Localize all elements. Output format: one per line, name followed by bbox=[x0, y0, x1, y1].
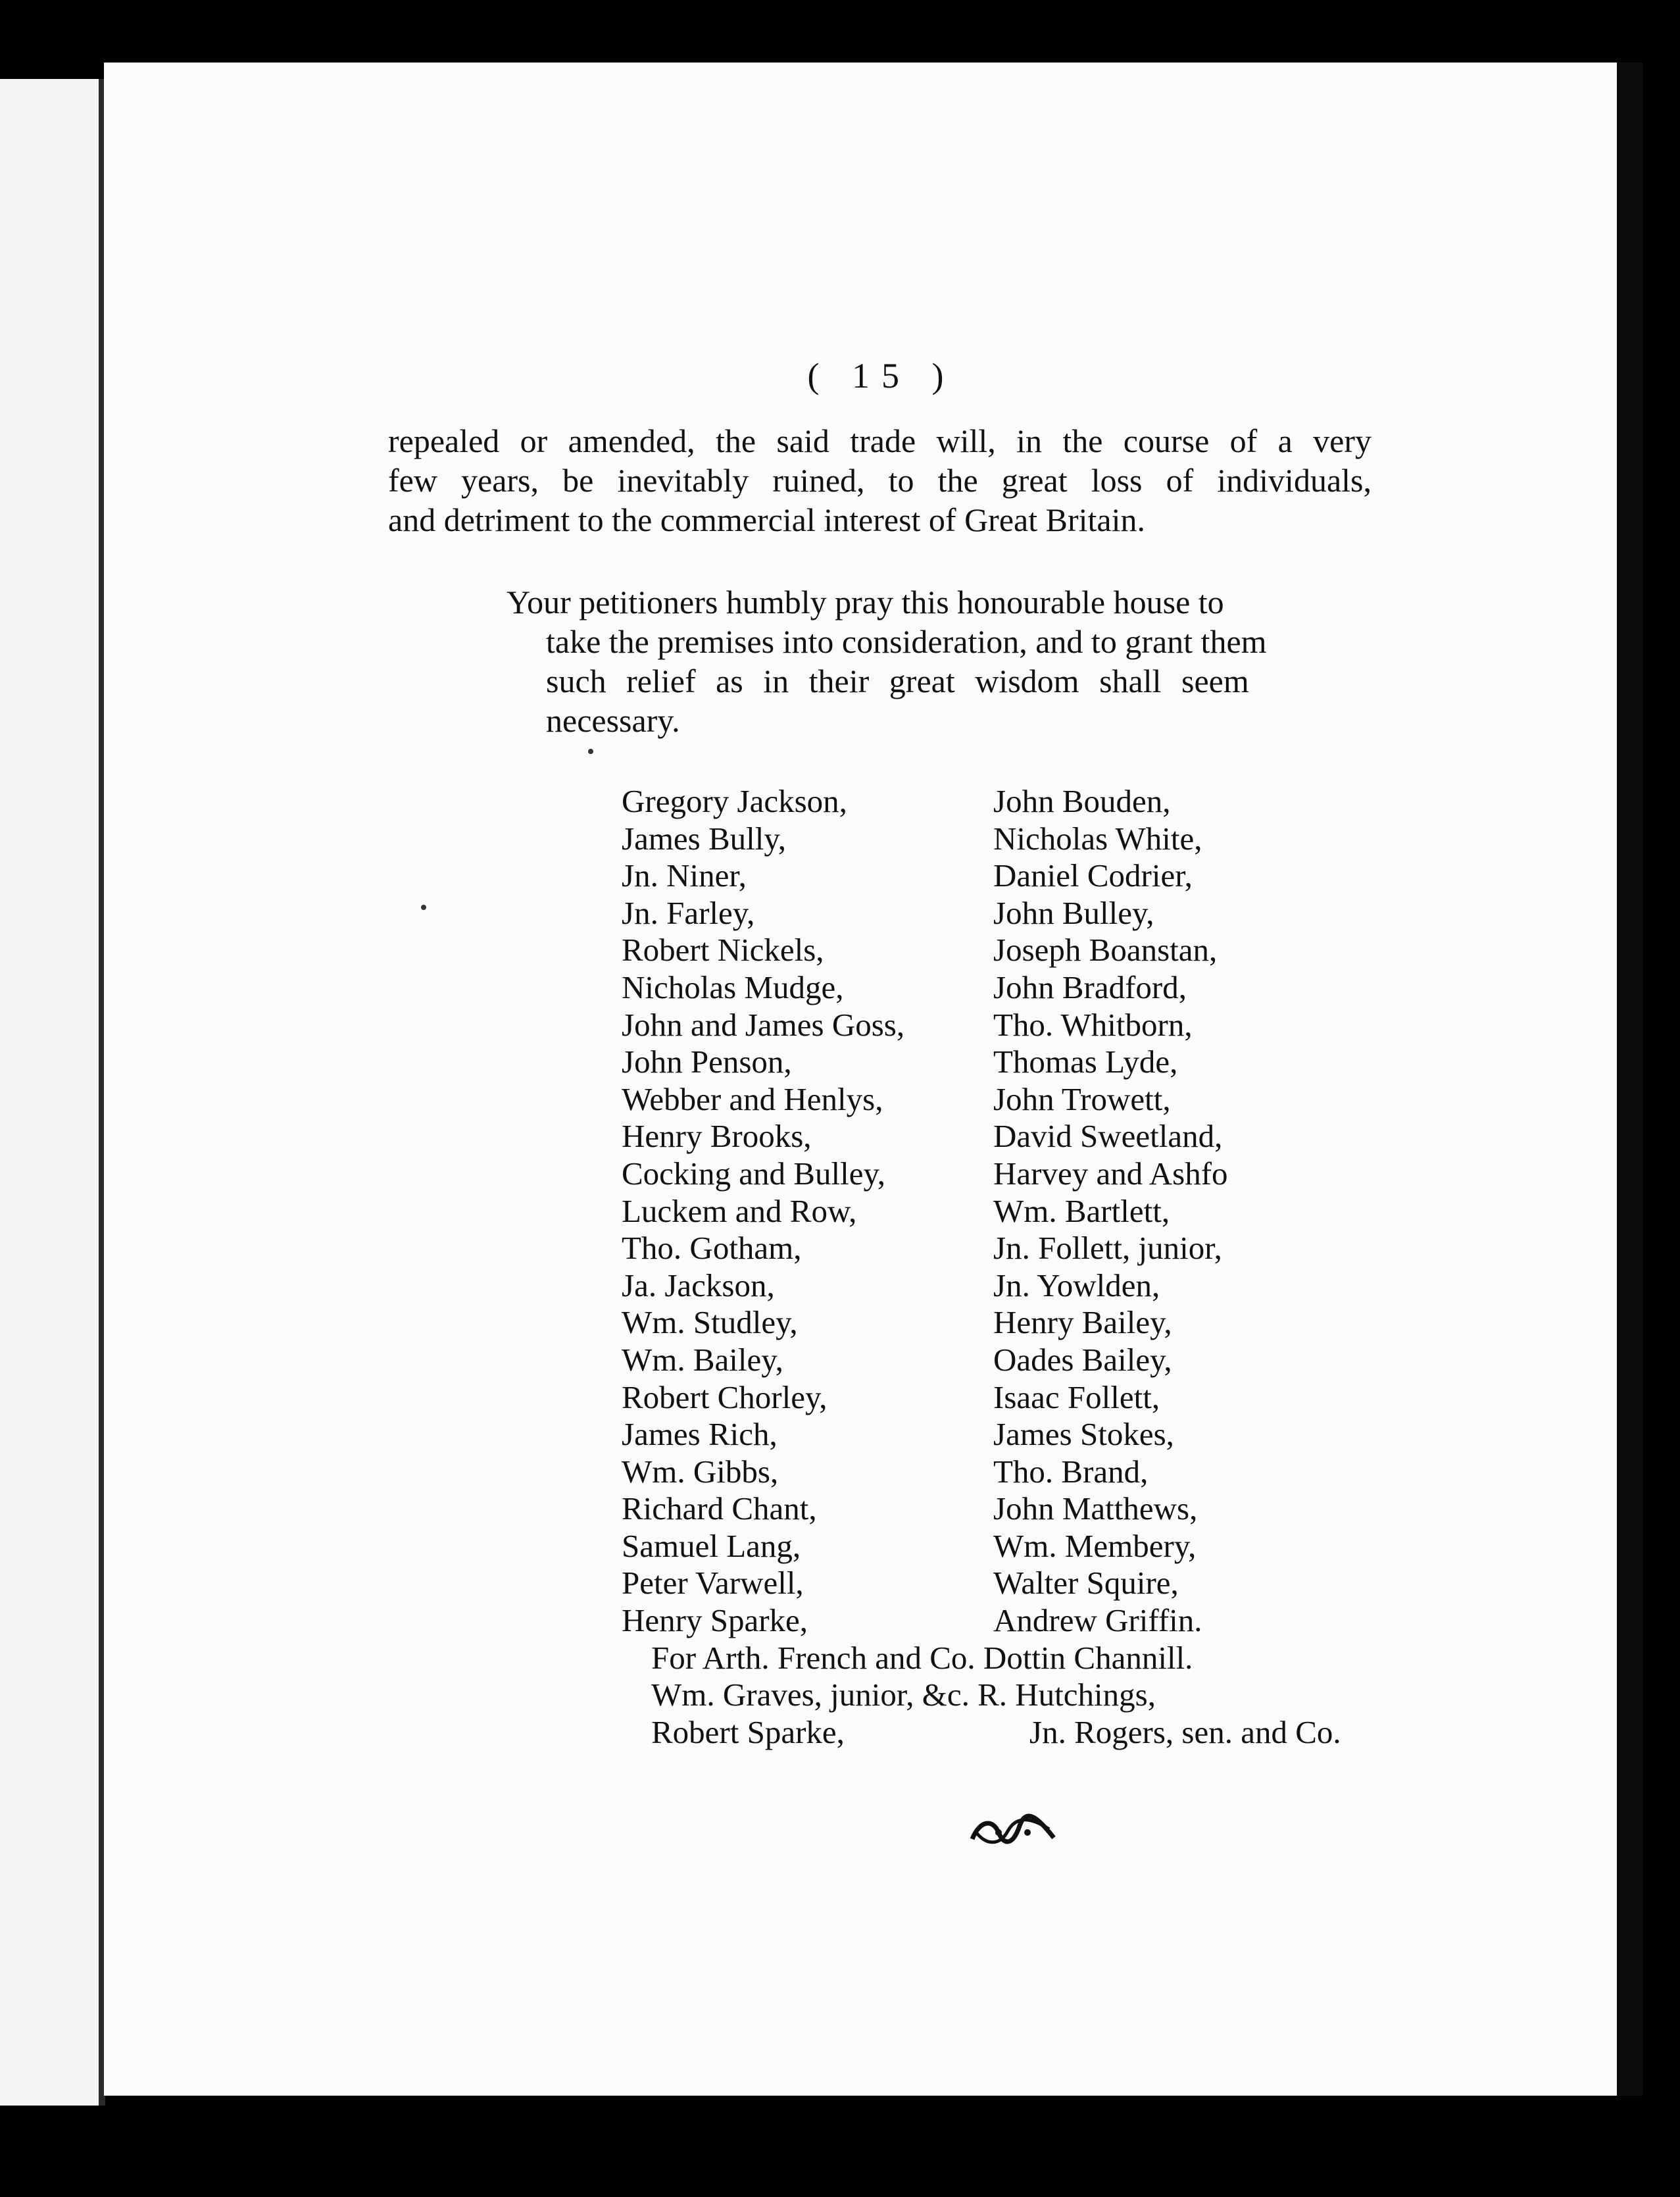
signatory-name: Wm. Membery, bbox=[993, 1527, 1197, 1564]
signatory-row bbox=[622, 1155, 1411, 1193]
signatory-name: John Matthews, bbox=[993, 1490, 1198, 1527]
signatory-name: John and James Goss, bbox=[622, 1006, 905, 1043]
signatory-name: Wm. Bartlett, bbox=[993, 1192, 1170, 1229]
signatory-row bbox=[622, 1453, 1411, 1491]
signatory-name: Luckem and Row, bbox=[622, 1192, 857, 1229]
signatory-name: James Stokes, bbox=[993, 1416, 1174, 1453]
signatory-name: Walter Squire, bbox=[993, 1565, 1179, 1602]
signatory-name: Wm. Studley, bbox=[622, 1304, 798, 1341]
signatory-name: Henry Sparke, bbox=[622, 1602, 808, 1639]
signatory-name: Samuel Lang, bbox=[622, 1527, 801, 1564]
signatory-name: Ja. Jackson, bbox=[622, 1267, 775, 1303]
signatory-name: John Trowett, bbox=[993, 1080, 1171, 1117]
signatory-name: Henry Bailey, bbox=[993, 1304, 1172, 1341]
signatory-name: Jn. Farley, bbox=[622, 894, 755, 931]
signatory-name: Wm. Bailey, bbox=[622, 1341, 783, 1378]
prayer-paragraph bbox=[506, 582, 1371, 740]
signatory-row-wide bbox=[622, 1677, 1411, 1714]
signatory-name: Jn. Niner, bbox=[622, 857, 747, 894]
signatory-name: Harvey and Ashfo bbox=[993, 1155, 1228, 1192]
signatory-row bbox=[622, 1267, 1411, 1305]
signatory-list bbox=[622, 783, 1411, 1751]
signatory-name: Joseph Boanstan, bbox=[993, 932, 1218, 969]
signatory-row bbox=[622, 1193, 1411, 1230]
signatory-row bbox=[622, 1118, 1411, 1155]
signatory-row bbox=[622, 821, 1411, 858]
signatory-name: Nicholas White, bbox=[993, 820, 1202, 857]
facing-page-edge bbox=[0, 79, 101, 2106]
signatory-name: Andrew Griffin. bbox=[993, 1602, 1202, 1639]
signatory-row bbox=[622, 1602, 1411, 1640]
signatory-row bbox=[622, 1714, 1411, 1752]
signatory-row bbox=[622, 783, 1411, 821]
signatory-name: James Bully, bbox=[622, 820, 786, 857]
stray-mark bbox=[588, 749, 593, 754]
signatory-name: Cocking and Bulley, bbox=[622, 1155, 886, 1192]
signatory-row bbox=[622, 1342, 1411, 1379]
signatory-row bbox=[622, 1304, 1411, 1342]
signatory-row bbox=[622, 1416, 1411, 1453]
text-line: such relief as in their great wisdom shall seem bbox=[546, 663, 1249, 699]
stray-mark bbox=[421, 905, 426, 910]
signatory-row bbox=[622, 1230, 1411, 1267]
signatory-name: Oades Bailey, bbox=[993, 1341, 1172, 1378]
signatory-row bbox=[622, 895, 1411, 932]
signatory-name: Thomas Lyde, bbox=[993, 1044, 1178, 1080]
signatory-name: Tho. Gotham, bbox=[622, 1230, 802, 1267]
signatory-name: Gregory Jackson, bbox=[622, 783, 847, 819]
signatory-name: Jn. Follett, junior, bbox=[993, 1230, 1222, 1267]
signatory-name: Webber and Henlys, bbox=[622, 1080, 883, 1117]
signatory-name: John Penson, bbox=[622, 1044, 792, 1080]
page-right-edge bbox=[1617, 63, 1643, 2096]
signatory-row bbox=[622, 1081, 1411, 1119]
signatory-name: Daniel Codrier, bbox=[993, 857, 1193, 894]
signatory-name: John Bulley, bbox=[993, 894, 1154, 931]
signatory-name: James Rich, bbox=[622, 1416, 778, 1453]
signatory-name: Robert Chorley, bbox=[622, 1378, 828, 1415]
signatory-name: Robert Sparke, bbox=[651, 1713, 845, 1750]
signatory-name: Peter Varwell, bbox=[622, 1565, 804, 1602]
signatory-name: John Bouden, bbox=[993, 783, 1171, 819]
closing-paragraph bbox=[388, 421, 1371, 540]
text-line: necessary. bbox=[546, 702, 680, 739]
signatory-name: Wm. Gibbs, bbox=[622, 1453, 779, 1490]
signatory-row bbox=[622, 969, 1411, 1007]
signatory-row bbox=[622, 1007, 1411, 1044]
signatory-row bbox=[622, 1528, 1411, 1565]
signatory-name: Tho. Whitborn, bbox=[993, 1006, 1193, 1043]
signatory-row-wide bbox=[622, 1640, 1411, 1677]
signatory-name: Isaac Follett, bbox=[993, 1378, 1160, 1415]
ornament-icon bbox=[967, 1813, 1059, 1852]
text-line: Your petitioners humbly pray this honourable house to bbox=[506, 584, 1224, 620]
signatory-row bbox=[622, 932, 1411, 969]
signatory-line: Wm. Graves, junior, &c. R. Hutchings, bbox=[651, 1677, 1156, 1713]
signatory-name: Jn. Yowlden, bbox=[993, 1267, 1160, 1303]
signatory-row bbox=[622, 1565, 1411, 1602]
signatory-name: Nicholas Mudge, bbox=[622, 969, 844, 1005]
signatory-name: Jn. Rogers, sen. and Co. bbox=[1029, 1713, 1341, 1750]
text-line: and detriment to the commercial interest of Great Britain. bbox=[388, 501, 1145, 538]
signatory-row bbox=[622, 1379, 1411, 1417]
signatory-row bbox=[622, 857, 1411, 895]
signatory-name: Richard Chant, bbox=[622, 1490, 817, 1527]
signatory-row bbox=[622, 1490, 1411, 1528]
signatory-row bbox=[622, 1044, 1411, 1081]
signatory-line: For Arth. French and Co. Dottin Channill. bbox=[651, 1639, 1193, 1676]
text-line: take the premises into consideration, and to grant them bbox=[546, 623, 1267, 660]
text-line: few years, be inevitably ruined, to the great loss of individuals, bbox=[388, 462, 1371, 499]
signatory-name: Robert Nickels, bbox=[622, 932, 824, 969]
page-number: ( 15 ) bbox=[807, 356, 956, 395]
text-line: repealed or amended, the said trade will, in the course of a very bbox=[388, 422, 1371, 459]
signatory-name: John Bradford, bbox=[993, 969, 1187, 1005]
signatory-name: David Sweetland, bbox=[993, 1118, 1223, 1155]
signatory-name: Tho. Brand, bbox=[993, 1453, 1149, 1490]
signatory-name: Henry Brooks, bbox=[622, 1118, 812, 1155]
